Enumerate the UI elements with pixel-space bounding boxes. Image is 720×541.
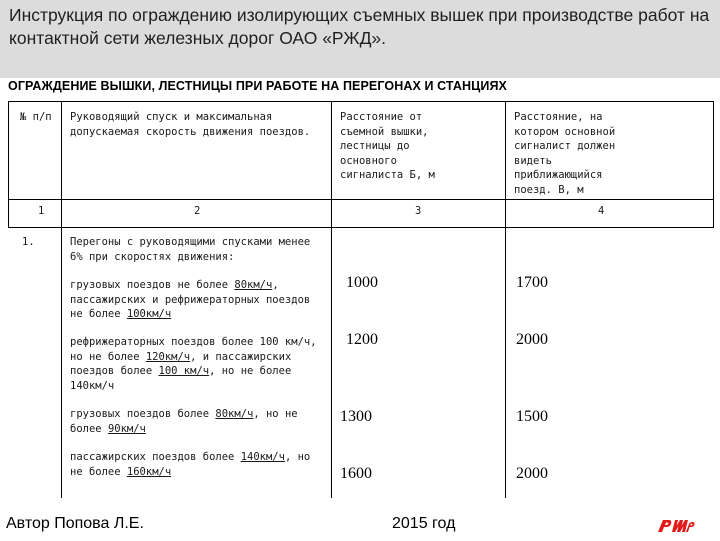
column-number: 2	[194, 205, 201, 217]
slide-header	[0, 0, 720, 78]
table-row-speed: грузовых поездов не более 80км/ч, пассажирских и рефрижераторных поездов не более 100км/ч	[70, 279, 311, 320]
table-row-speed: грузовых поездов более 80км/ч, но не более 90км/ч	[70, 408, 298, 435]
rzd-logo-icon	[656, 516, 696, 536]
slide-title: Инструкция по ограждению изолирующих съемных вышек при производстве работ на контактной сети железных дорог ОАО «РЖД».	[9, 5, 710, 48]
table-row-distance-b: 1600	[340, 465, 372, 482]
header-number: № п/п	[20, 111, 52, 123]
table-col-divider-3	[505, 101, 506, 498]
table-row-distance-b: 1300	[340, 408, 372, 425]
table-col-divider-1	[61, 101, 62, 498]
table-border-top	[8, 101, 714, 102]
section-title: ОГРАЖДЕНИЕ ВЫШКИ, ЛЕСТНИЦЫ ПРИ РАБОТЕ НА ПЕРЕГОНАХ И СТАНЦИЯХ	[8, 79, 507, 93]
column-number: 4	[598, 205, 605, 217]
column-number: 3	[415, 205, 422, 217]
row-number: 1.	[22, 236, 35, 248]
table-row-distance-v: 1500	[516, 408, 548, 425]
table-row-distance-v: 2000	[516, 465, 548, 482]
table-row-speed: рефрижераторных поездов более 100 км/ч, но не более 120км/ч, и пассажирских поездов более 100 км/ч, но не более 140км/ч	[70, 336, 317, 392]
table-row-distance-v: 2000	[516, 331, 548, 348]
table-row-distance-v: 1700	[516, 274, 548, 291]
footer-year: 2015 год	[392, 515, 456, 532]
table-number-divider	[8, 227, 714, 228]
header-distance-v: Расстояние, на котором основной сигналист должен видеть приближающийся поезд. В, м	[514, 111, 616, 196]
table-border-left	[8, 101, 9, 227]
rzd-logo-graphic	[656, 516, 696, 536]
table-row-distance-b: 1000	[346, 274, 378, 291]
header-distance-b: Расстояние от съемной вышки, лестницы до основного сигналиста Б, м	[340, 111, 435, 181]
table-header-divider	[8, 199, 714, 200]
group-title: Перегоны с руководящими спусками менее 6% при скоростях движения:	[70, 236, 311, 263]
header-speed: Руководящий спуск и максимальная допускаемая скорость движения поездов.	[70, 111, 311, 138]
table-row-distance-b: 1200	[346, 331, 378, 348]
column-number: 1	[38, 205, 45, 217]
table-row-speed: пассажирских поездов более 140км/ч, но не более 160км/ч	[70, 451, 311, 478]
footer-author: Автор Попова Л.Е.	[6, 515, 144, 532]
table-col-divider-2	[331, 101, 332, 498]
table-border-right	[713, 101, 714, 227]
